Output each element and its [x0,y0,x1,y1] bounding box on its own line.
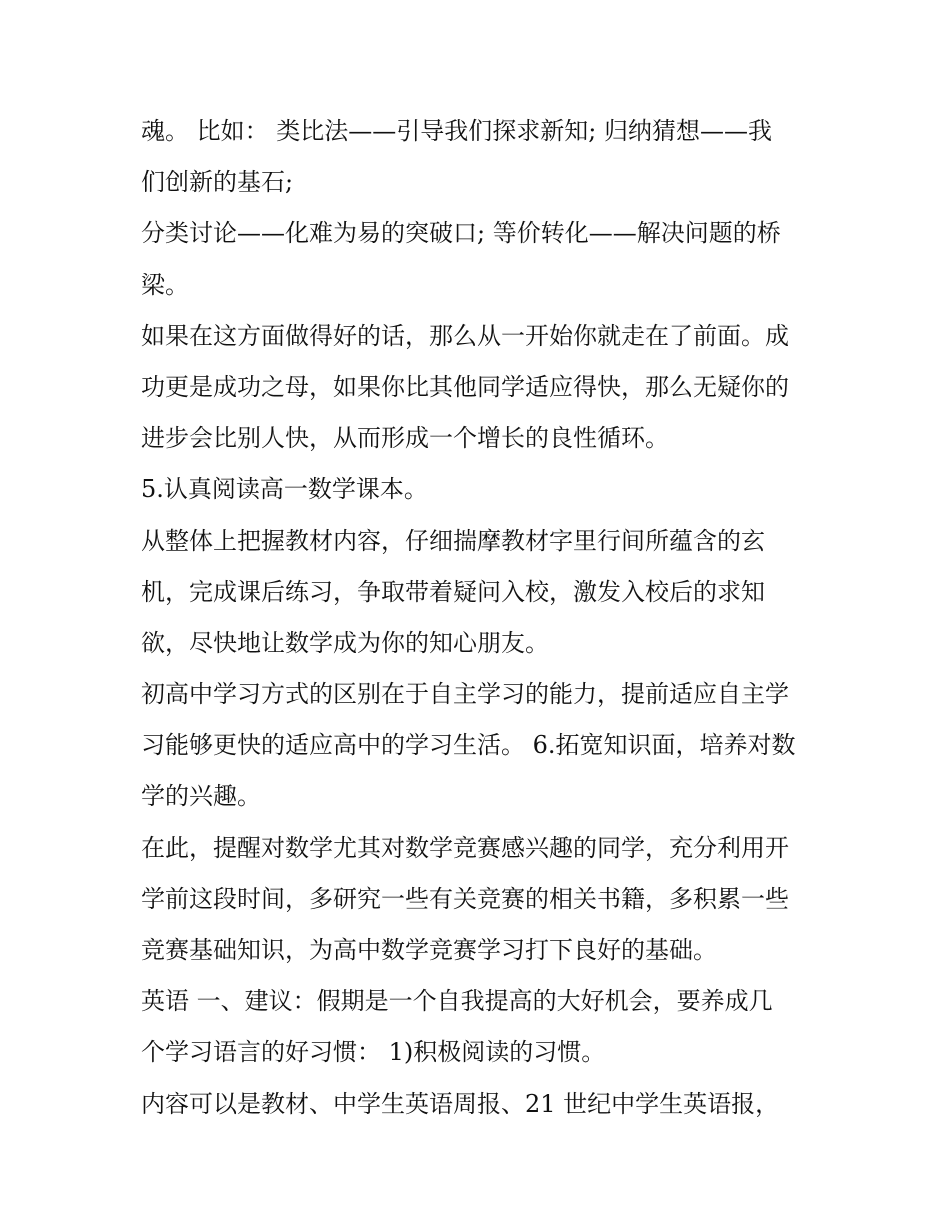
text-line: 欲，尽快地让数学成为你的知心朋友。 [141,628,549,657]
text-line: 个学习语言的好习惯： 1)积极阅读的习惯。 [141,1038,606,1067]
text-line: 习能够更快的适应高中的学习生活。 6.拓宽知识面，培养对数 [141,731,796,760]
text-line: 进步会比别人快，从而形成一个增长的良性循环。 [141,424,669,453]
text-line: 分类讨论——化难为易的突破口; 等价转化——解决问题的桥 [141,219,781,248]
text-line: 们创新的基石; [141,168,294,197]
text-line: 梁。 [141,270,189,299]
text-line: 英语 一、建议：假期是一个自我提高的大好机会，要养成几 [141,987,773,1016]
text-line: 机，完成课后练习，争取带着疑问入校，激发入校后的求知 [141,577,765,606]
text-line: 从整体上把握教材内容，仔细揣摩教材字里行间所蕴含的玄 [141,526,765,555]
text-line: 在此，提醒对数学尤其对数学竞赛感兴趣的同学，充分利用开 [141,833,789,862]
text-line: 初高中学习方式的区别在于自主学习的能力，提前适应自主学 [141,680,789,709]
text-line: 功更是成功之母，如果你比其他同学适应得快，那么无疑你的 [141,372,789,401]
document-body [141,111,821,1135]
text-line: 内容可以是教材、中学生英语周报、21 世纪中学生英语报， [141,1089,780,1118]
section-heading: 5.认真阅读高一数学课本。 [141,475,428,504]
text-line: 学前这段时间，多研究一些有关竞赛的相关书籍，多积累一些 [141,884,789,913]
text-line: 魂。 比如： 类比法——引导我们探求新知; 归纳猜想——我 [141,117,772,145]
text-line: 学的兴趣。 [141,782,261,811]
text-line: 竞赛基础知识，为高中数学竞赛学习打下良好的基础。 [141,936,717,964]
text-line: 如果在这方面做得好的话，那么从一开始你就走在了前面。成 [141,321,789,350]
